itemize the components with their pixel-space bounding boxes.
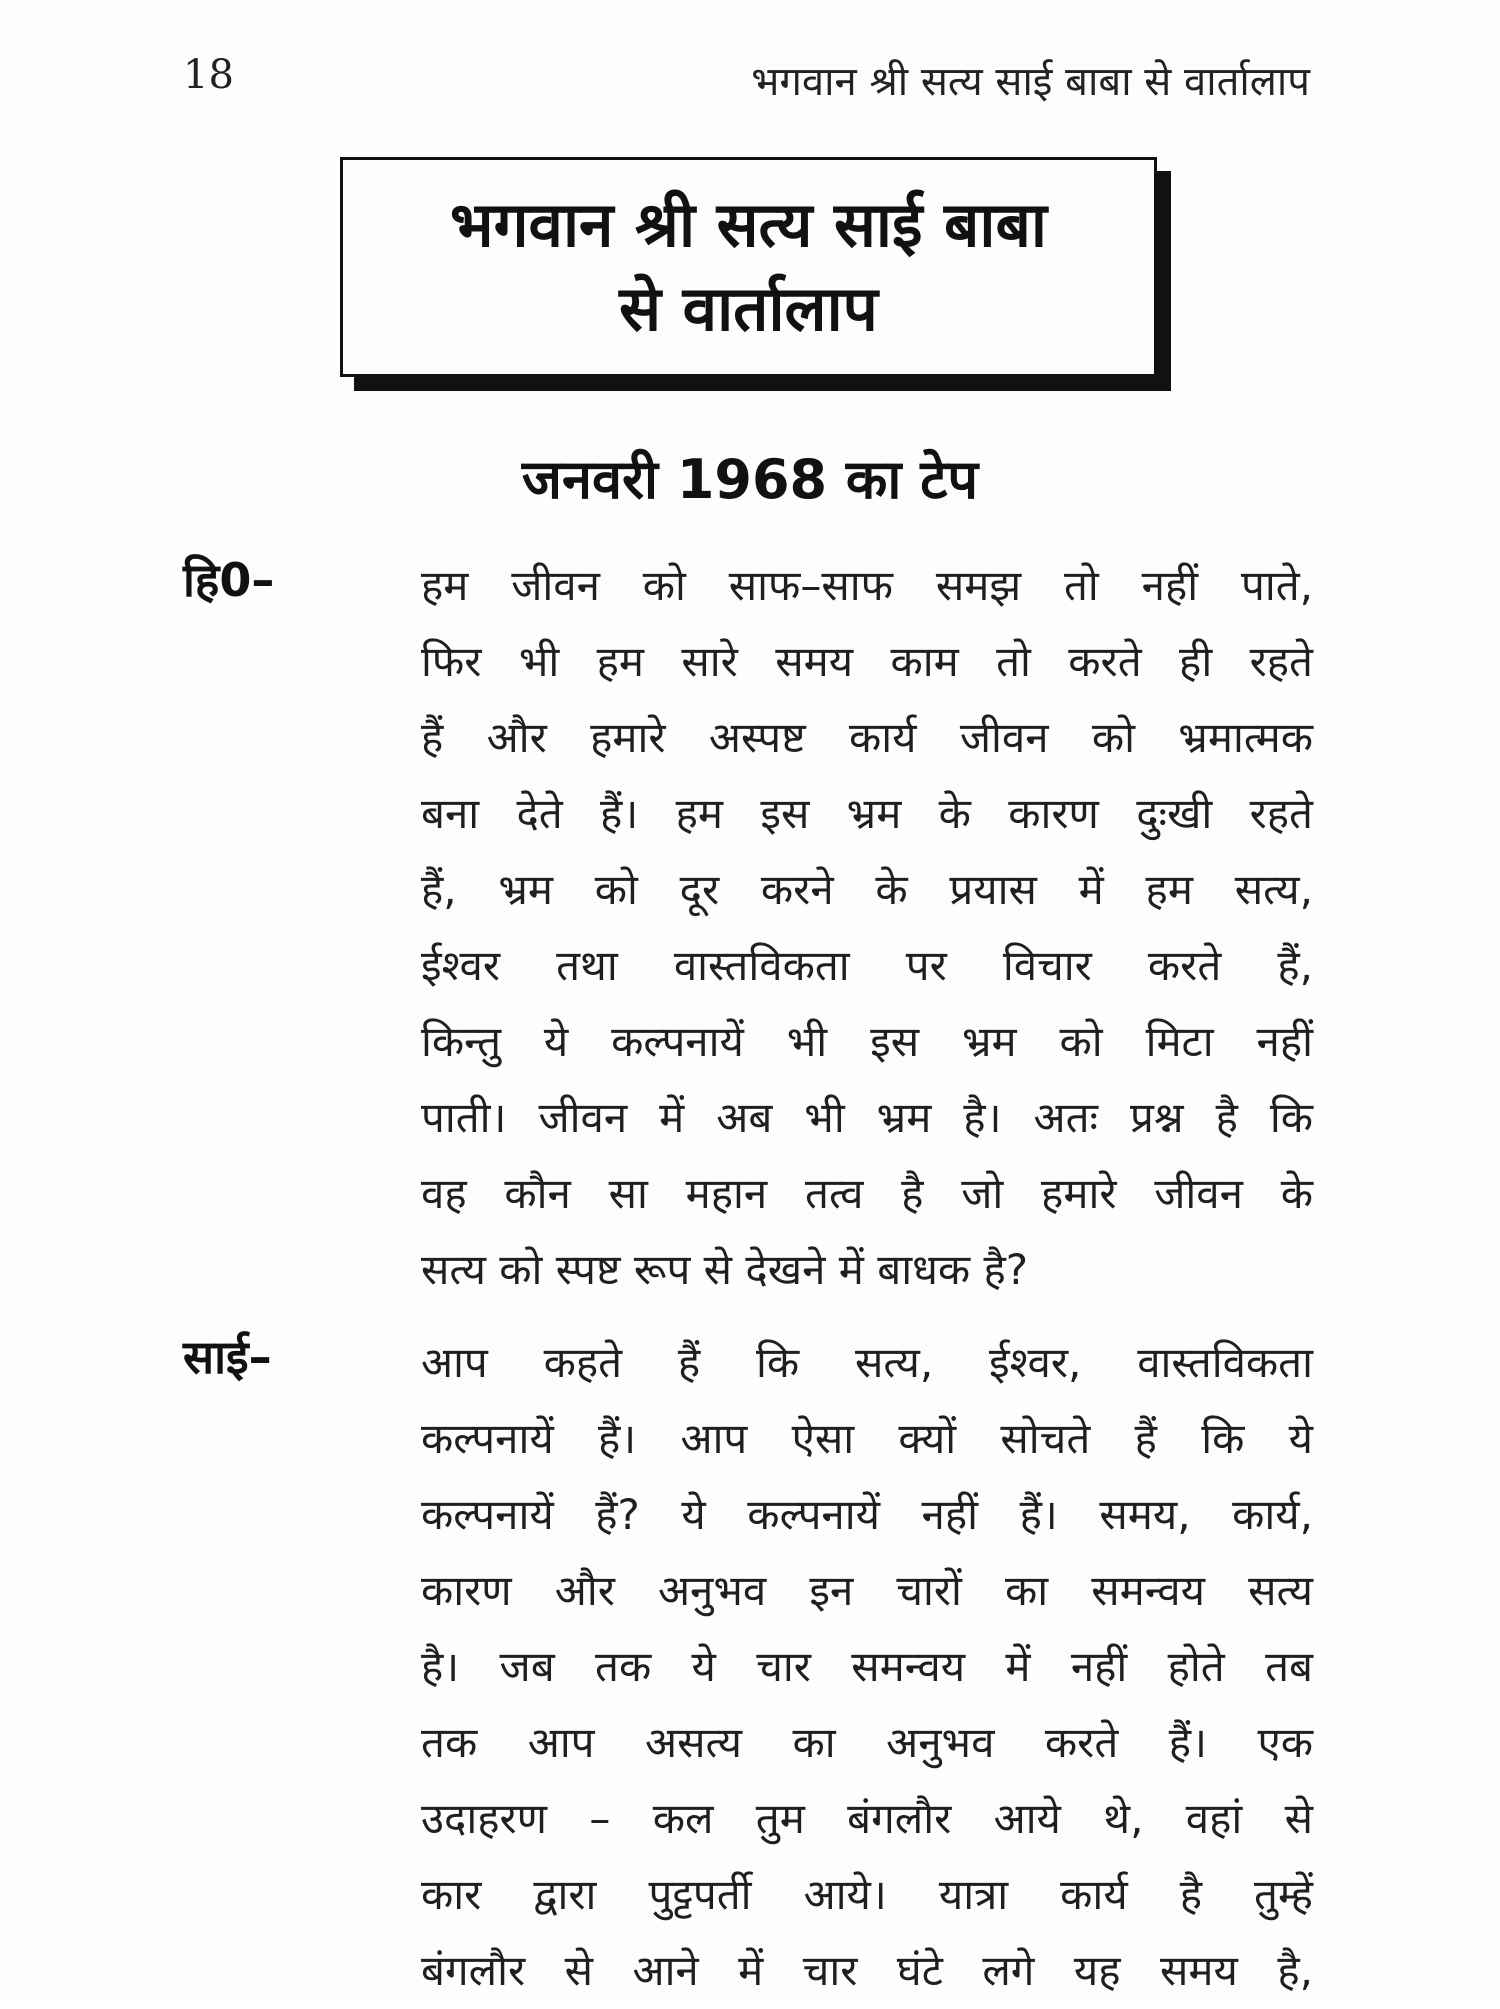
title-box-frame <box>340 157 1157 377</box>
title-line-1: भगवान श्री सत्य साई बाबा <box>450 188 1047 261</box>
dialogue-paragraph <box>421 548 1313 1308</box>
text-line: हैं और हमारे अस्पष्ट कार्य जीवन को भ्रमात्मक <box>421 713 1313 762</box>
running-head: भगवान श्री सत्य साई बाबा से वार्तालाप <box>751 59 1310 105</box>
section-subheading: जनवरी 1968 का टेप <box>521 448 979 511</box>
page-number: 18 <box>183 52 234 98</box>
text-line: फिर भी हम सारे समय काम तो करते ही रहते <box>421 637 1313 686</box>
text-line: हैं, भ्रम को दूर करने के प्रयास में हम सत्य, <box>421 865 1313 914</box>
text-line: पाती। जीवन में अब भी भ्रम है। अतः प्रश्न है कि <box>421 1093 1313 1142</box>
text-line: कल्पनायें हैं। आप ऐसा क्यों सोचते हैं कि ये <box>421 1414 1313 1463</box>
title-line-2: से वार्तालाप <box>619 272 878 345</box>
speaker-label: हि0– <box>183 553 275 607</box>
text-line: ईश्वर तथा वास्तविकता पर विचार करते हैं, <box>421 941 1313 990</box>
text-line: बंगलौर से आने में चार घंटे लगे यह समय है, <box>421 1946 1313 1995</box>
text-line: वह कौन सा महान तत्व है जो हमारे जीवन के <box>421 1169 1313 1218</box>
text-line: सत्य को स्पष्ट रूप से देखने में बाधक है? <box>421 1245 1029 1294</box>
text-line: कल्पनायें हैं? ये कल्पनायें नहीं हैं। समय, कार्य, <box>421 1490 1313 1539</box>
text-line: कार द्वारा पुट्टपर्ती आये। यात्रा कार्य है तुम्हें <box>421 1870 1313 1919</box>
title-box <box>340 157 1157 377</box>
text-line: किन्तु ये कल्पनायें भी इस भ्रम को मिटा नहीं <box>421 1017 1313 1066</box>
text-line: बना देते हैं। हम इस भ्रम के कारण दुःखी रहते <box>421 789 1313 838</box>
speaker-label: साई– <box>183 1330 272 1384</box>
dialogue-paragraph <box>421 1325 1313 2009</box>
text-line: है। जब तक ये चार समन्वय में नहीं होते तब <box>421 1642 1313 1691</box>
text-line: कारण और अनुभव इन चारों का समन्वय सत्य <box>421 1566 1313 1615</box>
text-line: आप कहते हैं कि सत्य, ईश्वर, वास्तविकता <box>421 1338 1313 1387</box>
text-line: तक आप असत्य का अनुभव करते हैं। एक <box>421 1718 1313 1767</box>
text-line: उदाहरण – कल तुम बंगलौर आये थे, वहां से <box>421 1794 1313 1843</box>
text-line: हम जीवन को साफ–साफ समझ तो नहीं पाते, <box>421 561 1313 610</box>
